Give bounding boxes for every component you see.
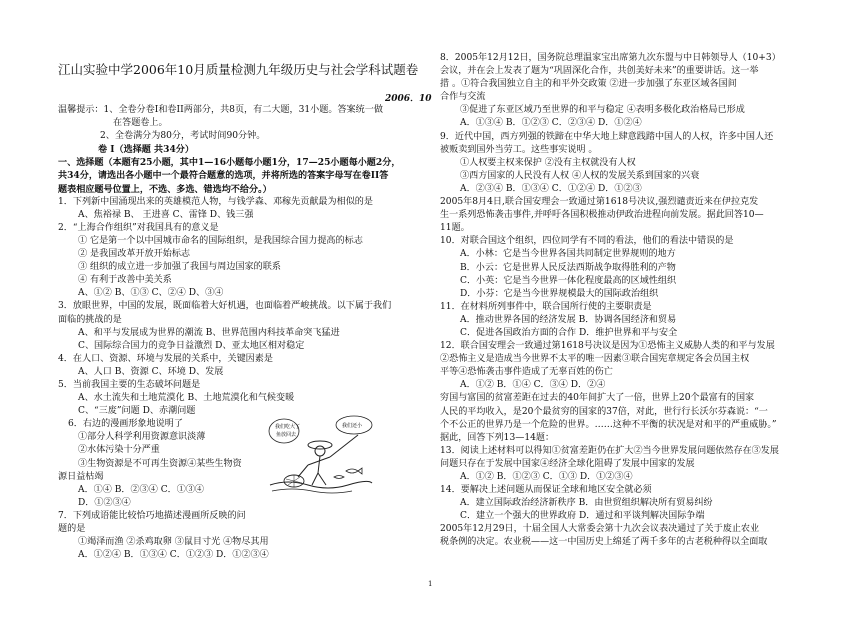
- notice-line: 在答题卷上。: [113, 118, 168, 129]
- exam-date: 2006．10: [385, 94, 432, 104]
- cartoon-label: 鱼放回去: [276, 432, 297, 438]
- question-10-option: C．小英：它是当今世界一体化程度最高的区域性组织: [460, 275, 677, 286]
- question-6-item: 源日益枯竭: [58, 471, 104, 482]
- question-14-options: A．建立国际政治经济新秩序 B．由世贸组织解决所有贸易纠纷: [460, 498, 713, 509]
- question-11-options: A．推动世界各国的经济发展 B．协调各国经济和贸易: [460, 314, 677, 325]
- question-4-options: A、人口 B、资源 C、环境 D、发展: [78, 366, 224, 377]
- question-11: 11．在材料所列事件中，联合国所行使的主要职责是: [440, 301, 652, 312]
- passage-text: 生一系列恐怖袭击事件,并呼吁各国积极推动伊政治进程向前发展。据此回答10—: [440, 210, 764, 221]
- question-5-options: A、水土流失和土地荒漠化 B、土地荒漠化和气候变暖: [78, 393, 295, 404]
- question-2-options: A、①② B、①③ C、②④ D、③④: [78, 288, 224, 299]
- question-5-options: C、“三废”问题 D、赤潮问题: [78, 406, 196, 417]
- question-10-option: A．小林：它是当今世界各国共同制定世界规则的地方: [460, 249, 676, 260]
- question-3-options: C、国际综合国力的竞争日益激烈 D、亚太地区相对稳定: [78, 340, 305, 351]
- question-7-item: ①竭泽而渔 ②杀鸡取卵 ③鼠目寸光 ④物尽其用: [78, 537, 269, 548]
- question-13: 13．阅读上述材料可以得知①贫富差距仍在扩大②当今世界发展问题依然存在③发展: [440, 445, 779, 456]
- question-2-item: ② 是我国改革开放开始标志: [78, 249, 191, 260]
- question-4: 4．在人口、资源、环境与发展的关系中，关键因素是: [58, 353, 273, 364]
- question-9: 9．近代中国，西方列强的铁蹄在中华大地上肆意践踏中国人的人权，许多中国人还: [440, 131, 774, 142]
- question-3-options: A、和平与发展成为世界的潮流 B、世界范围内科技革命突飞猛进: [78, 327, 340, 338]
- question-8: 8．2005年12月12日，国务院总理温家宝出席第九次东盟与中日韩领导人（10+3）: [440, 53, 781, 63]
- question-12: 12．联合国安理会一致通过第1618号决议是因为①恐怖主义威胁人类的和平与发展: [440, 341, 775, 352]
- instructions-line: 题表相应题号位置上，不选、多选、错选均不给分。）: [58, 183, 272, 195]
- question-3: 3．放眼世界，中国的发展，既面临着大好机遇，也面临着严峻挑战。以下属于我们: [58, 301, 392, 312]
- question-6-item: ①部分人科学利用资源意识淡薄: [78, 432, 206, 443]
- question-7-cont: 题的是: [58, 524, 86, 534]
- question-8-cont: 措 。①符合我国独立自主的和平外交政策 ②进一步加强了东亚区域各国间: [440, 79, 737, 90]
- question-8-cont: 合作与交流: [440, 92, 486, 103]
- question-6-options: D．①②③④: [78, 497, 131, 508]
- question-14-options: C．建立一个强大的世界政府 D．通过和平谈判解决国际争端: [460, 511, 705, 522]
- right-column: [440, 52, 812, 550]
- page-number: 1: [428, 580, 433, 588]
- question-7-options: A．①②④ B．①③④ C．①②③ D．①②③④: [78, 550, 269, 561]
- question-2-item: ③ 组织的成立进一步加强了我国与周边国家的联系: [78, 262, 281, 273]
- question-6-item: ②水体污染十分严重: [78, 445, 160, 456]
- passage-text: 穷国与富国的贫富差距在过去的40年间扩大了一倍，世界上20个最富有的国家: [440, 393, 755, 404]
- question-1-options: A、焦裕禄 B、 王进喜 C、雷锋 D、钱三强: [78, 209, 254, 220]
- question-8-cont: 会议，并在会上发表了题为“巩固深化合作，共创美好未来”的重要讲话。这一举: [440, 66, 759, 77]
- question-14: 14．要解决上述问题从而保证全球和地区安全就必须: [440, 485, 652, 496]
- cartoon-label: 我们吃大了: [275, 424, 301, 430]
- question-8-item: ③促进了东亚区域乃至世界的和平与稳定 ④表明多极化政治格局已形成: [460, 105, 745, 116]
- notice-line: 温馨提示：1、全卷分卷Ⅰ和卷ⅠⅠ两部分，共8页，有二大题，31小题。答案统一做: [58, 105, 383, 115]
- question-1: 1．下列新中国涌现出来的英雄模范人物，与钱学森、邓稼先贡献最为相似的是: [58, 196, 373, 207]
- page-title: 江山实验中学2006年10月质量检测九年级历史与社会学科试题卷: [58, 62, 419, 77]
- passage-text: 人民的平均收入，是20个最贫穷的国家的37倍，对此，世行行长沃尔芬森说：“一: [440, 406, 768, 417]
- notice-line: 2、全卷满分为80分，考试时间90分钟。: [100, 131, 266, 142]
- question-2-item: ① 它是第一个以中国城市命名的国际组织，是我国综合国力提高的标志: [78, 235, 363, 246]
- question-9-item: ①人权要主权来保护 ②没有主权就没有人权: [460, 157, 636, 168]
- question-9-options: A．②③④ B．①③④ C．①②④ D．①②③: [460, 183, 642, 194]
- question-7: 7．下列成语能比较恰巧地描述漫画所反映的问: [58, 510, 246, 521]
- question-13-cont: 问题只存在于发展中国家④经济全球化阻碍了发展中国家的发展: [440, 458, 695, 469]
- question-12-options: A．①② B．①④ C．③④ D．②④: [460, 380, 606, 391]
- section-heading: 卷 Ⅰ（选择题 共34分）: [98, 144, 194, 156]
- question-10-option: B．小云：它是世界人民反法西斯战争取得胜利的产物: [460, 262, 676, 273]
- question-6-options: A．①④ B．②③④ C．①③④: [78, 484, 205, 495]
- fishing-cartoon-illustration: [268, 415, 374, 497]
- question-8-options: A．①③④ B．①②③ C．②③④ D．①②④: [460, 118, 642, 129]
- question-5: 5．当前我国主要的生态破坏问题是: [58, 379, 201, 390]
- question-6: 6．右边的漫画形象地说明了: [68, 419, 183, 430]
- question-12-cont: ②恐怖主义是造成当今世界不太平的唯一因素③联合国宪章规定各会员国主权: [440, 354, 750, 365]
- question-10: 10．对联合国这个组织，四位同学有不同的看法，他们的看法中错误的是: [440, 236, 734, 247]
- cartoon-label: 我们还小: [342, 423, 363, 429]
- question-6-item: ③生物资源是不可再生资源④某些生物资: [78, 458, 242, 469]
- question-9-cont: 被贩卖到国外当劳工。这些事实说明 。: [440, 144, 598, 155]
- passage-text: 2005年8月4日,联合国安理会一致通过第1618号决议,强烈谴责近来在伊拉克发: [440, 197, 759, 208]
- passage-text: 11题。: [440, 223, 470, 234]
- passage-text: 个不公正的世界乃是一个危险的世界。……这种不平衡的状况是对和平的严重威胁。”: [440, 419, 777, 430]
- question-12-cont: 平等④恐怖袭击事件造成了无辜百姓的伤亡: [440, 367, 613, 378]
- passage-text: 据此，回答下列13—14题：: [440, 432, 555, 443]
- instructions-line: 共34分，请选出各小题中一个最符合题意的选项，并将所选的答案字母写在卷ⅠⅠ答: [58, 170, 389, 182]
- question-3-cont: 面临的挑战的是: [58, 314, 122, 325]
- question-2-item: ④ 有利于改善中美关系: [78, 275, 172, 286]
- passage-text: 2005年12月29日，十届全国人大常委会第十九次会议表决通过了关于废止农业: [440, 524, 760, 535]
- question-10-option: D．小芬：它是当今世界规模最大的国际政治组织: [460, 288, 659, 299]
- question-2: 2．“上海合作组织”对我国具有的意义是: [58, 222, 219, 233]
- question-13-options: A．①② B．①②③ C．①③ D．①②③④: [460, 472, 633, 482]
- instructions-line: 一、选择题（本题有25小题，其中1—16小题每小题1分，17—25小题每小题2分，: [58, 157, 401, 169]
- passage-text: 税条例的决定。农业税——这一中国历史上绵延了两千多年的古老税种得以全面取: [440, 537, 768, 548]
- question-9-item: ③西方国家的人民没有人权 ④人权的发展关系到国家的兴衰: [460, 170, 700, 181]
- question-11-options: C．促进各国政治方面的合作 D．维护世界和平与安全: [460, 327, 678, 338]
